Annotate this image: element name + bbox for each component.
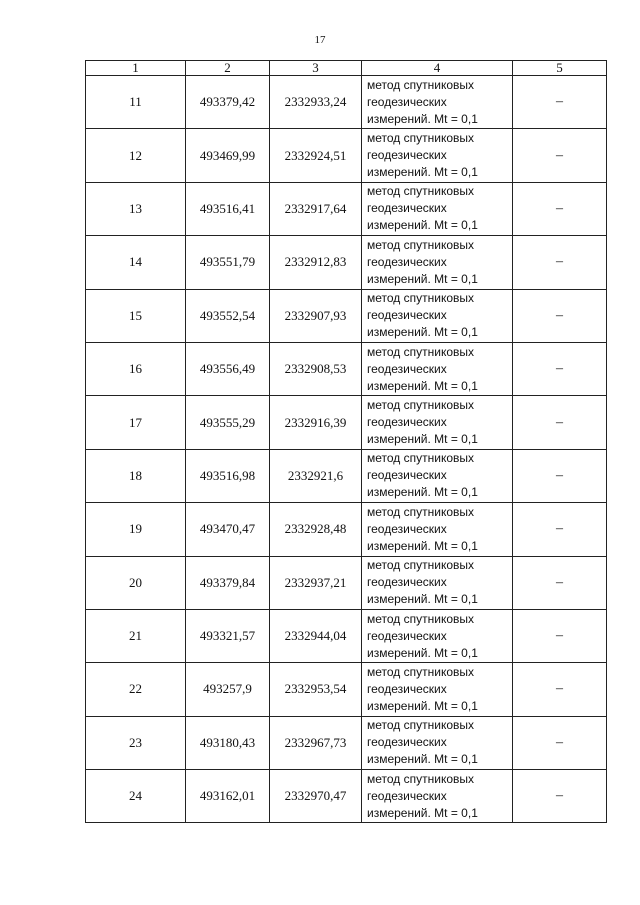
column-header: 1: [86, 61, 186, 76]
table-row: [86, 770, 607, 823]
x-coordinate-cell: 493379,42: [186, 76, 270, 129]
x-coordinate-cell: 493379,84: [186, 556, 270, 609]
method-cell: метод спутниковых геодезических измерений. Mt = 0,1: [362, 770, 513, 823]
table-row: [86, 609, 607, 662]
method-cell: метод спутниковых геодезических измерений. Mt = 0,1: [362, 503, 513, 556]
method-cell: метод спутниковых геодезических измерений. Mt = 0,1: [362, 449, 513, 502]
table-row: [86, 76, 607, 129]
method-cell: метод спутниковых геодезических измерений. Mt = 0,1: [362, 609, 513, 662]
y-coordinate-cell: 2332924,51: [270, 129, 362, 182]
note-cell: –: [513, 129, 607, 182]
table-row: [86, 129, 607, 182]
method-cell: метод спутниковых геодезических измерений. Mt = 0,1: [362, 663, 513, 716]
method-cell: метод спутниковых геодезических измерений. Mt = 0,1: [362, 129, 513, 182]
column-header: 3: [270, 61, 362, 76]
y-coordinate-cell: 2332944,04: [270, 609, 362, 662]
method-cell: метод спутниковых геодезических измерений. Mt = 0,1: [362, 716, 513, 769]
note-cell: –: [513, 76, 607, 129]
column-header: 4: [362, 61, 513, 76]
point-number-cell: 18: [86, 449, 186, 502]
coordinates-table: [85, 60, 607, 823]
note-cell: –: [513, 449, 607, 502]
x-coordinate-cell: 493551,79: [186, 236, 270, 289]
note-cell: –: [513, 770, 607, 823]
x-coordinate-cell: 493516,41: [186, 182, 270, 235]
point-number-cell: 12: [86, 129, 186, 182]
method-cell: метод спутниковых геодезических измерений. Mt = 0,1: [362, 76, 513, 129]
method-cell: метод спутниковых геодезических измерений. Mt = 0,1: [362, 182, 513, 235]
method-cell: метод спутниковых геодезических измерений. Mt = 0,1: [362, 396, 513, 449]
note-cell: –: [513, 236, 607, 289]
note-cell: –: [513, 396, 607, 449]
x-coordinate-cell: 493556,49: [186, 342, 270, 395]
point-number-cell: 19: [86, 503, 186, 556]
x-coordinate-cell: 493555,29: [186, 396, 270, 449]
point-number-cell: 23: [86, 716, 186, 769]
note-cell: –: [513, 609, 607, 662]
x-coordinate-cell: 493552,54: [186, 289, 270, 342]
y-coordinate-cell: 2332928,48: [270, 503, 362, 556]
point-number-cell: 24: [86, 770, 186, 823]
y-coordinate-cell: 2332916,39: [270, 396, 362, 449]
table-row: [86, 503, 607, 556]
point-number-cell: 22: [86, 663, 186, 716]
table-row: [86, 449, 607, 502]
point-number-cell: 14: [86, 236, 186, 289]
y-coordinate-cell: 2332970,47: [270, 770, 362, 823]
x-coordinate-cell: 493321,57: [186, 609, 270, 662]
column-header: 5: [513, 61, 607, 76]
table-row: [86, 663, 607, 716]
x-coordinate-cell: 493162,01: [186, 770, 270, 823]
y-coordinate-cell: 2332912,83: [270, 236, 362, 289]
y-coordinate-cell: 2332953,54: [270, 663, 362, 716]
note-cell: –: [513, 663, 607, 716]
x-coordinate-cell: 493469,99: [186, 129, 270, 182]
y-coordinate-cell: 2332933,24: [270, 76, 362, 129]
point-number-cell: 16: [86, 342, 186, 395]
y-coordinate-cell: 2332937,21: [270, 556, 362, 609]
point-number-cell: 13: [86, 182, 186, 235]
y-coordinate-cell: 2332907,93: [270, 289, 362, 342]
point-number-cell: 15: [86, 289, 186, 342]
y-coordinate-cell: 2332967,73: [270, 716, 362, 769]
table-row: [86, 182, 607, 235]
y-coordinate-cell: 2332921,6: [270, 449, 362, 502]
note-cell: –: [513, 503, 607, 556]
x-coordinate-cell: 493516,98: [186, 449, 270, 502]
point-number-cell: 11: [86, 76, 186, 129]
x-coordinate-cell: 493180,43: [186, 716, 270, 769]
table-row: [86, 396, 607, 449]
note-cell: –: [513, 289, 607, 342]
note-cell: –: [513, 182, 607, 235]
method-cell: метод спутниковых геодезических измерений. Mt = 0,1: [362, 342, 513, 395]
table-row: [86, 236, 607, 289]
table-body: [86, 76, 607, 823]
y-coordinate-cell: 2332908,53: [270, 342, 362, 395]
point-number-cell: 20: [86, 556, 186, 609]
table-row: [86, 716, 607, 769]
x-coordinate-cell: 493257,9: [186, 663, 270, 716]
note-cell: –: [513, 716, 607, 769]
note-cell: –: [513, 342, 607, 395]
table-row: [86, 556, 607, 609]
y-coordinate-cell: 2332917,64: [270, 182, 362, 235]
note-cell: –: [513, 556, 607, 609]
method-cell: метод спутниковых геодезических измерений. Mt = 0,1: [362, 289, 513, 342]
table-row: [86, 289, 607, 342]
page-number: 17: [314, 34, 326, 46]
table-header-row: [86, 61, 607, 76]
method-cell: метод спутниковых геодезических измерений. Mt = 0,1: [362, 556, 513, 609]
method-cell: метод спутниковых геодезических измерений. Mt = 0,1: [362, 236, 513, 289]
point-number-cell: 17: [86, 396, 186, 449]
x-coordinate-cell: 493470,47: [186, 503, 270, 556]
column-header: 2: [186, 61, 270, 76]
table-row: [86, 342, 607, 395]
point-number-cell: 21: [86, 609, 186, 662]
